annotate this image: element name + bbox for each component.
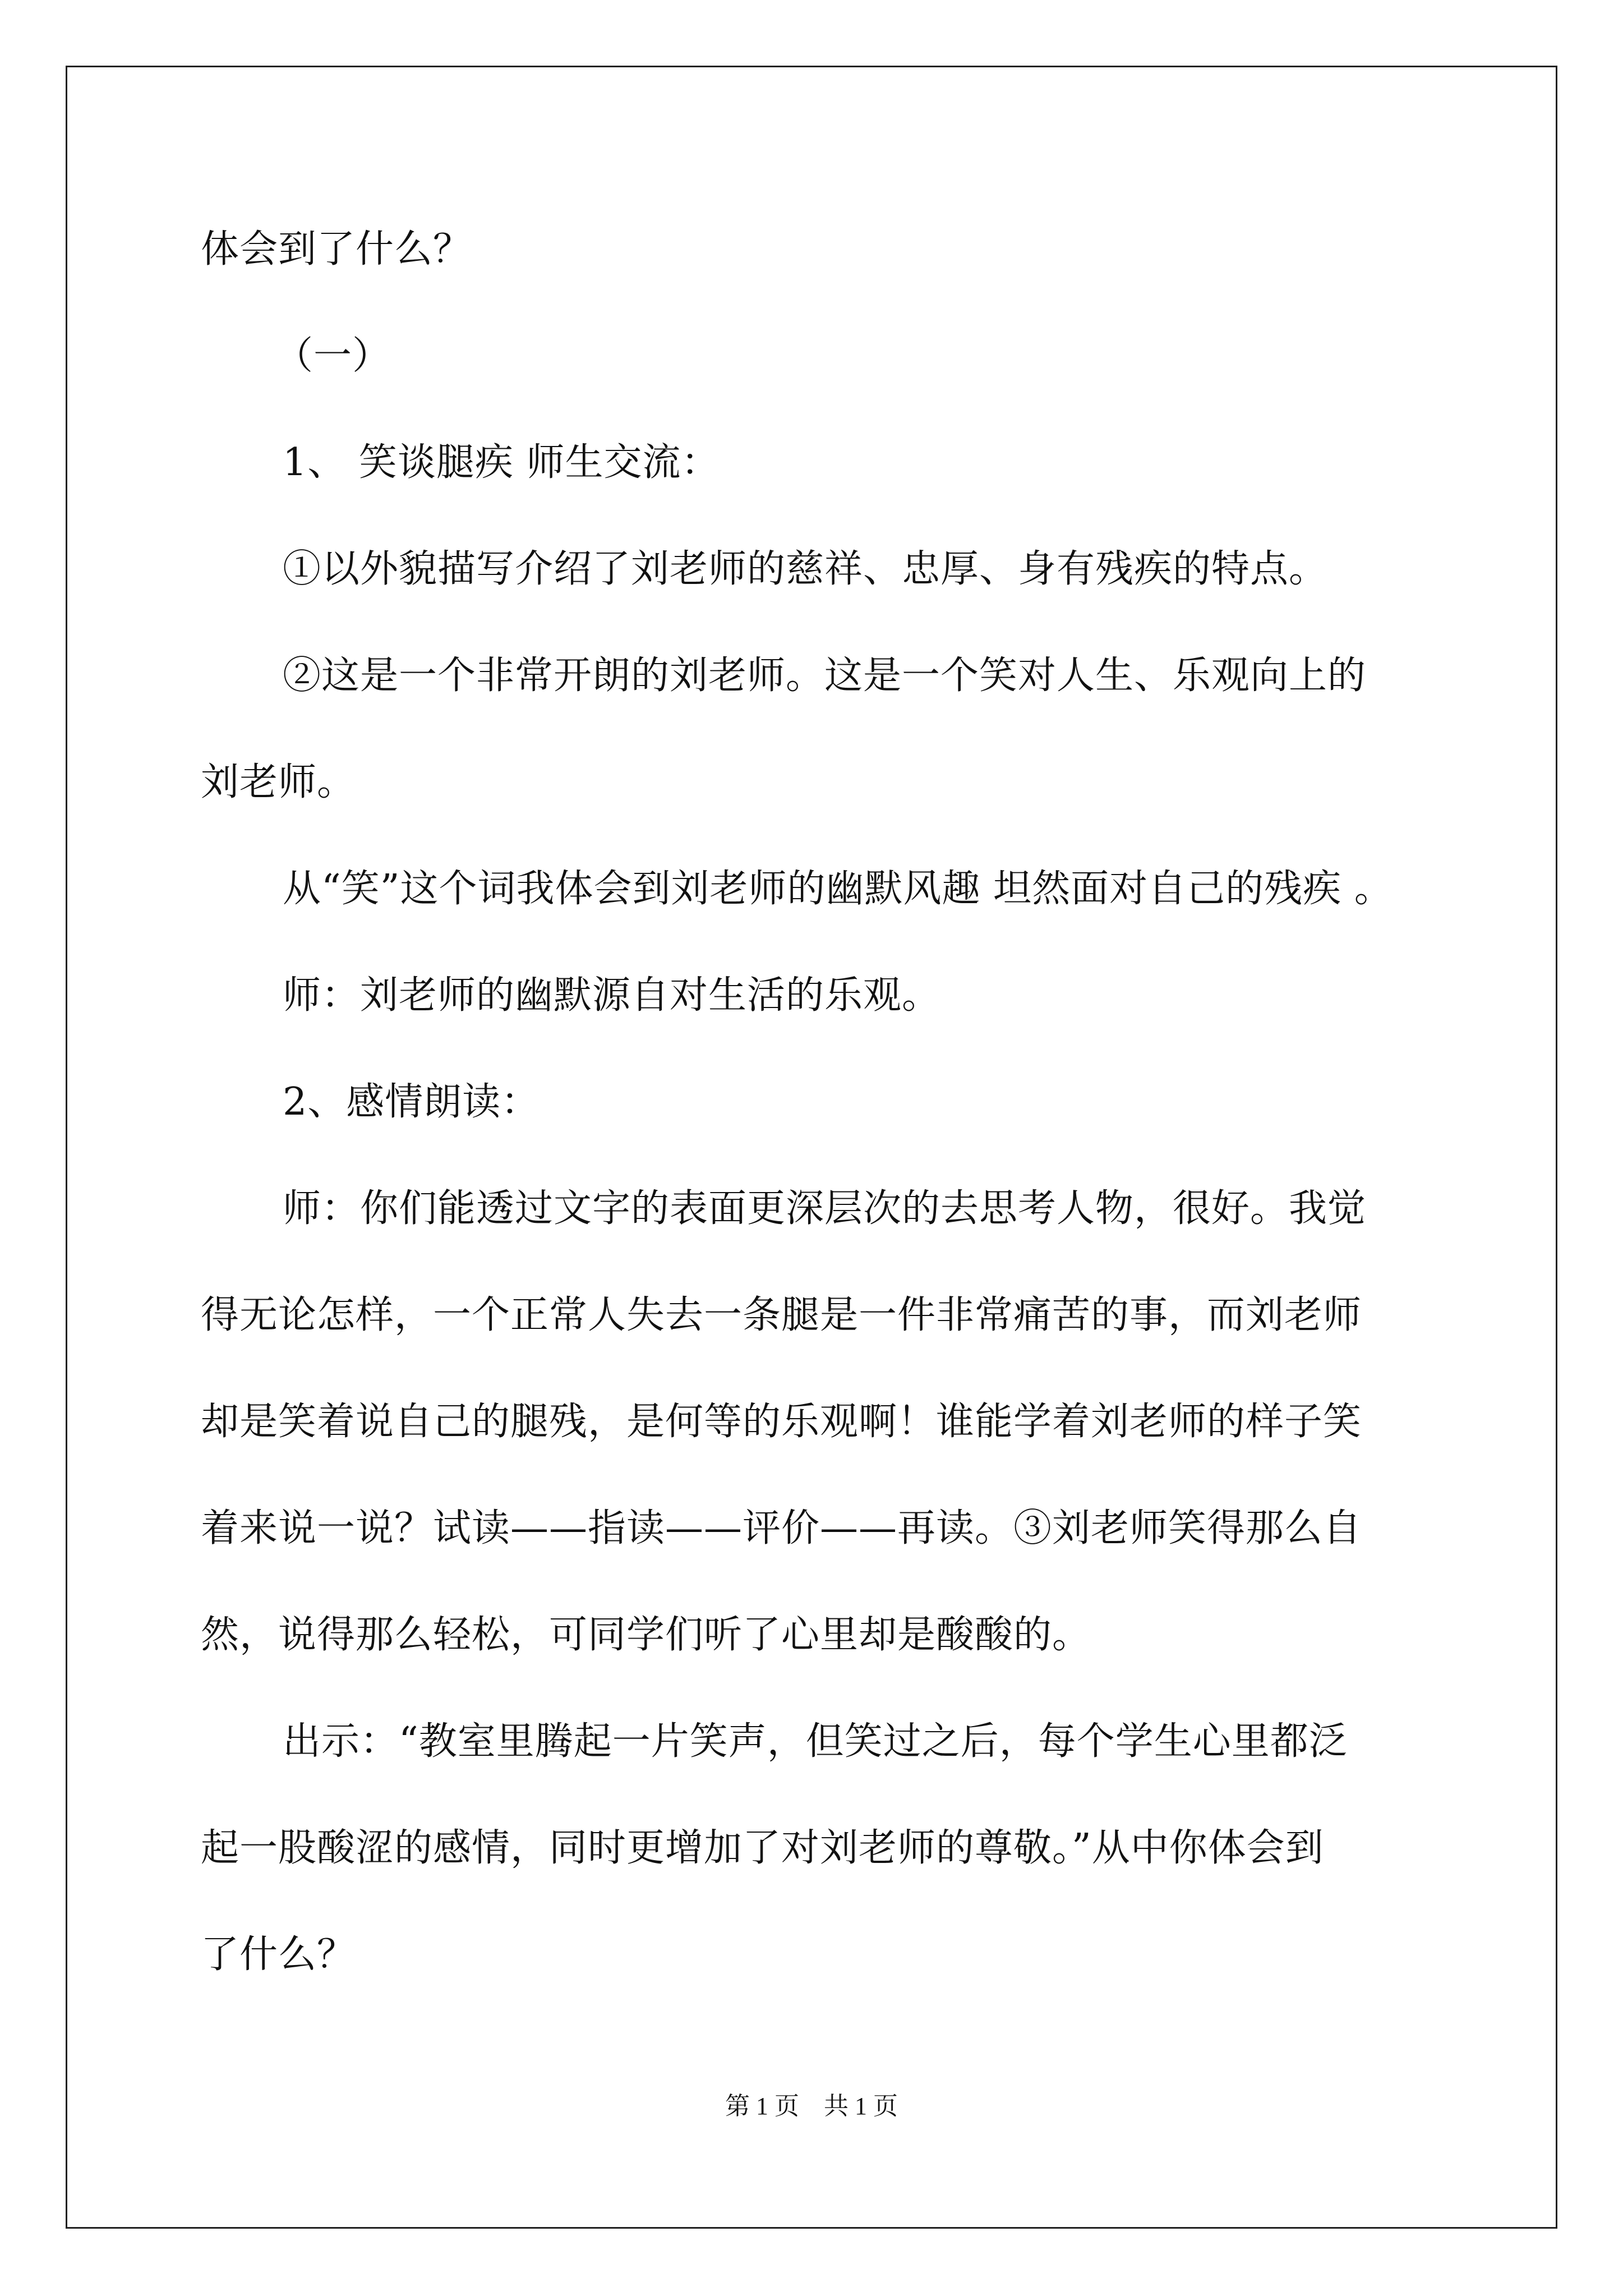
text-line: 得无论怎样，一个正常人失去一条腿是一件非常痛苦的事，而刘老师 bbox=[201, 1293, 1362, 1337]
section-heading: （一） bbox=[275, 334, 391, 378]
text-line: 师：你们能透过文字的表面更深层次的去思考人物，很好。我觉 bbox=[283, 1186, 1367, 1231]
text-line: 从“笑”这个词我体会到刘老师的幽默风趣 坦然面对自己的残疾 。 bbox=[283, 867, 1393, 911]
text-line: ①以外貌描写介绍了刘老师的慈祥、忠厚、身有残疾的特点。 bbox=[283, 547, 1328, 591]
page-number: 第 1 页 共 1 页 bbox=[725, 2092, 898, 2120]
text-line: 起一股酸涩的感情，同时更增加了对刘老师的尊敬。”从中你体会到 bbox=[201, 1826, 1324, 1870]
subheading: 2、感情朗读： bbox=[283, 1080, 540, 1124]
text-line: 师：刘老师的幽默源自对生活的乐观。 bbox=[283, 973, 941, 1018]
text-line: ②这是一个非常开朗的刘老师。这是一个笑对人生、乐观向上的 bbox=[283, 654, 1367, 698]
text-line: 着来说一说？试读——指读——评价——再读。③刘老师笑得那么自 bbox=[201, 1506, 1362, 1550]
page-border bbox=[66, 66, 1557, 2229]
subheading: 1、 笑谈腿疾 师生交流： bbox=[283, 440, 720, 485]
text-line: 出示：“教室里腾起一片笑声，但笑过之后，每个学生心里都泛 bbox=[283, 1719, 1348, 1764]
text-line: 了什么？ bbox=[201, 1932, 356, 1977]
text-line: 然，说得那么轻松，可同学们听了心里却是酸酸的。 bbox=[201, 1613, 1091, 1657]
text-line: 体会到了什么？ bbox=[201, 227, 472, 272]
text-line: 刘老师。 bbox=[201, 760, 356, 804]
text-line: 却是笑着说自己的腿残，是何等的乐观啊！谁能学着刘老师的样子笑 bbox=[201, 1400, 1362, 1444]
